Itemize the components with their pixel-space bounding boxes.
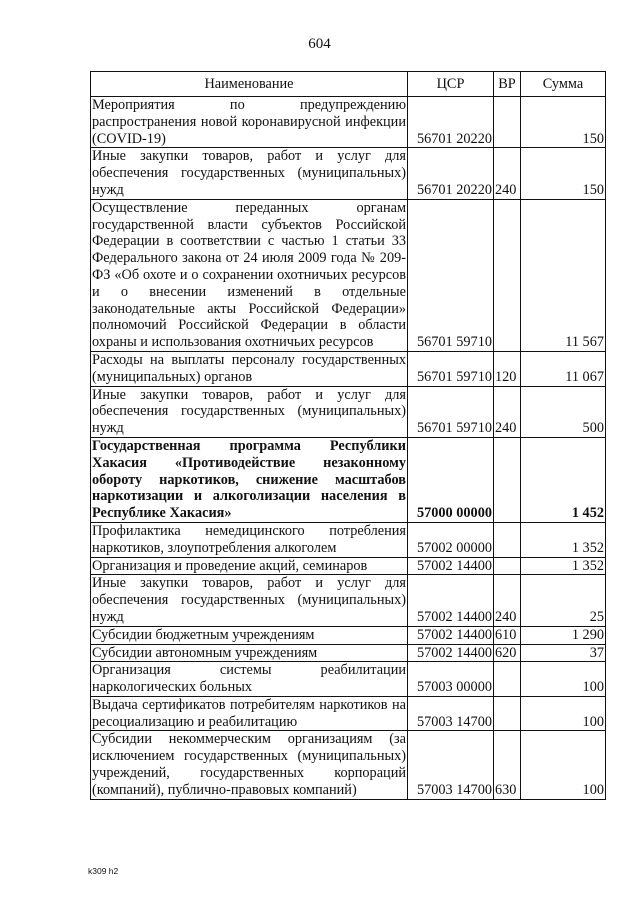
cell-csr: 57002 14400 [408,575,494,626]
cell-csr: 57003 14700 [408,696,494,731]
cell-vr [494,97,521,148]
cell-sum: 1 352 [521,557,606,575]
table-row [91,644,606,662]
cell-name: Расходы на выплаты персоналу государственных (муниципальных) органов [92,351,406,385]
cell-csr: 56701 59710 [408,199,494,351]
cell-vr: 240 [494,148,521,199]
cell-csr: 57002 00000 [408,522,494,557]
cell-vr [494,696,521,731]
table-row [91,522,606,557]
table-header-row [91,72,606,97]
table-row [91,97,606,148]
cell-name: Иные закупки товаров, работ и услуг для обеспечения государственных (муниципальных) нужд [92,575,406,625]
cell-name: Выдача сертификатов потребителям наркотиков на ресоциализацию и реабилитацию [92,696,406,730]
cell-name: Субсидии некоммерческим организациям (за исключением государственных (муниципальных) учреждений, государственных корпораций (компаний), публично-правовых компаний) [92,731,406,798]
header-vr: ВР [494,72,521,97]
cell-name: Осуществление переданных органам государственной власти субъектов Российской Федерации в соответствии с частью 1 статьи 33 Федерального закона от 24 июля 2009 года № 209-ФЗ «Об охоте и о сохранении охотничьих ресурсов и о внесении изменений в отдельные законодательные акты Российской Федерации» полномочий Российской Федерации в области охраны и использования охотничьих ресурсов [92,199,406,351]
cell-name: Государственная программа Республики Хакасия «Противодействие незаконному обороту наркотиков, снижение масштабов наркотизации и алкоголизации населения в Республике Хакасия» [92,437,406,522]
table-row [91,696,606,731]
budget-table [90,71,606,800]
cell-csr: 57002 14400 [408,557,494,575]
table-row [91,662,606,697]
cell-name: Организация и проведение акций, семинаров [91,557,408,575]
cell-name: Иные закупки товаров, работ и услуг для обеспечения государственных (муниципальных) нужд [92,386,406,437]
cell-sum: 1 452 [521,437,606,522]
table-body [91,97,606,800]
cell-name: Мероприятия по предупреждению распространения новой коронавирусной инфекции (COVID-19) [92,97,406,147]
cell-vr [494,437,521,522]
table-row [91,557,606,575]
cell-vr [494,557,521,575]
table-row [91,199,606,351]
cell-name: Организация системы реабилитации наркологических больных [92,662,406,696]
cell-name: Иные закупки товаров, работ и услуг для обеспечения государственных (муниципальных) нужд [92,148,406,198]
cell-vr: 120 [494,351,521,386]
cell-sum: 100 [521,662,606,697]
cell-sum: 1 290 [521,626,606,644]
cell-vr: 610 [494,626,521,644]
header-sum: Сумма [521,72,606,97]
cell-csr: 57002 14400 [408,644,494,662]
cell-sum: 1 352 [521,522,606,557]
table-row [91,626,606,644]
cell-vr [494,662,521,697]
cell-csr: 56701 20220 [408,148,494,199]
header-name: Наименование [91,72,408,97]
cell-sum: 150 [521,148,606,199]
cell-sum: 11 567 [521,199,606,351]
cell-csr: 56701 20220 [408,97,494,148]
table-row [91,386,606,437]
cell-sum: 500 [521,386,606,437]
table-row [91,575,606,626]
cell-csr: 56701 59710 [408,351,494,386]
cell-csr: 57003 00000 [408,662,494,697]
cell-vr: 240 [494,575,521,626]
table-row [91,731,606,799]
page-number: 604 [308,36,331,52]
cell-sum: 37 [521,644,606,662]
cell-name: Субсидии бюджетным учреждениям [91,626,408,644]
cell-csr: 57000 00000 [408,437,494,522]
header-csr: ЦСР [408,72,494,97]
cell-csr: 56701 59710 [408,386,494,437]
cell-csr: 57002 14400 [408,626,494,644]
cell-vr: 630 [494,731,521,799]
cell-name: Субсидии автономным учреждениям [91,644,408,662]
cell-name: Профилактика немедицинского потребления наркотиков, злоупотребления алкоголем [92,522,406,556]
cell-vr: 620 [494,644,521,662]
cell-vr [494,522,521,557]
cell-sum: 25 [521,575,606,626]
table-row [91,437,606,522]
table-row [91,351,606,386]
cell-csr: 57003 14700 [408,731,494,799]
footer-code: k309 h2 [88,866,119,876]
cell-sum: 100 [521,731,606,799]
cell-vr [494,199,521,351]
cell-vr: 240 [494,386,521,437]
table-row [91,148,606,199]
cell-sum: 11 067 [521,351,606,386]
cell-sum: 150 [521,97,606,148]
cell-sum: 100 [521,696,606,731]
